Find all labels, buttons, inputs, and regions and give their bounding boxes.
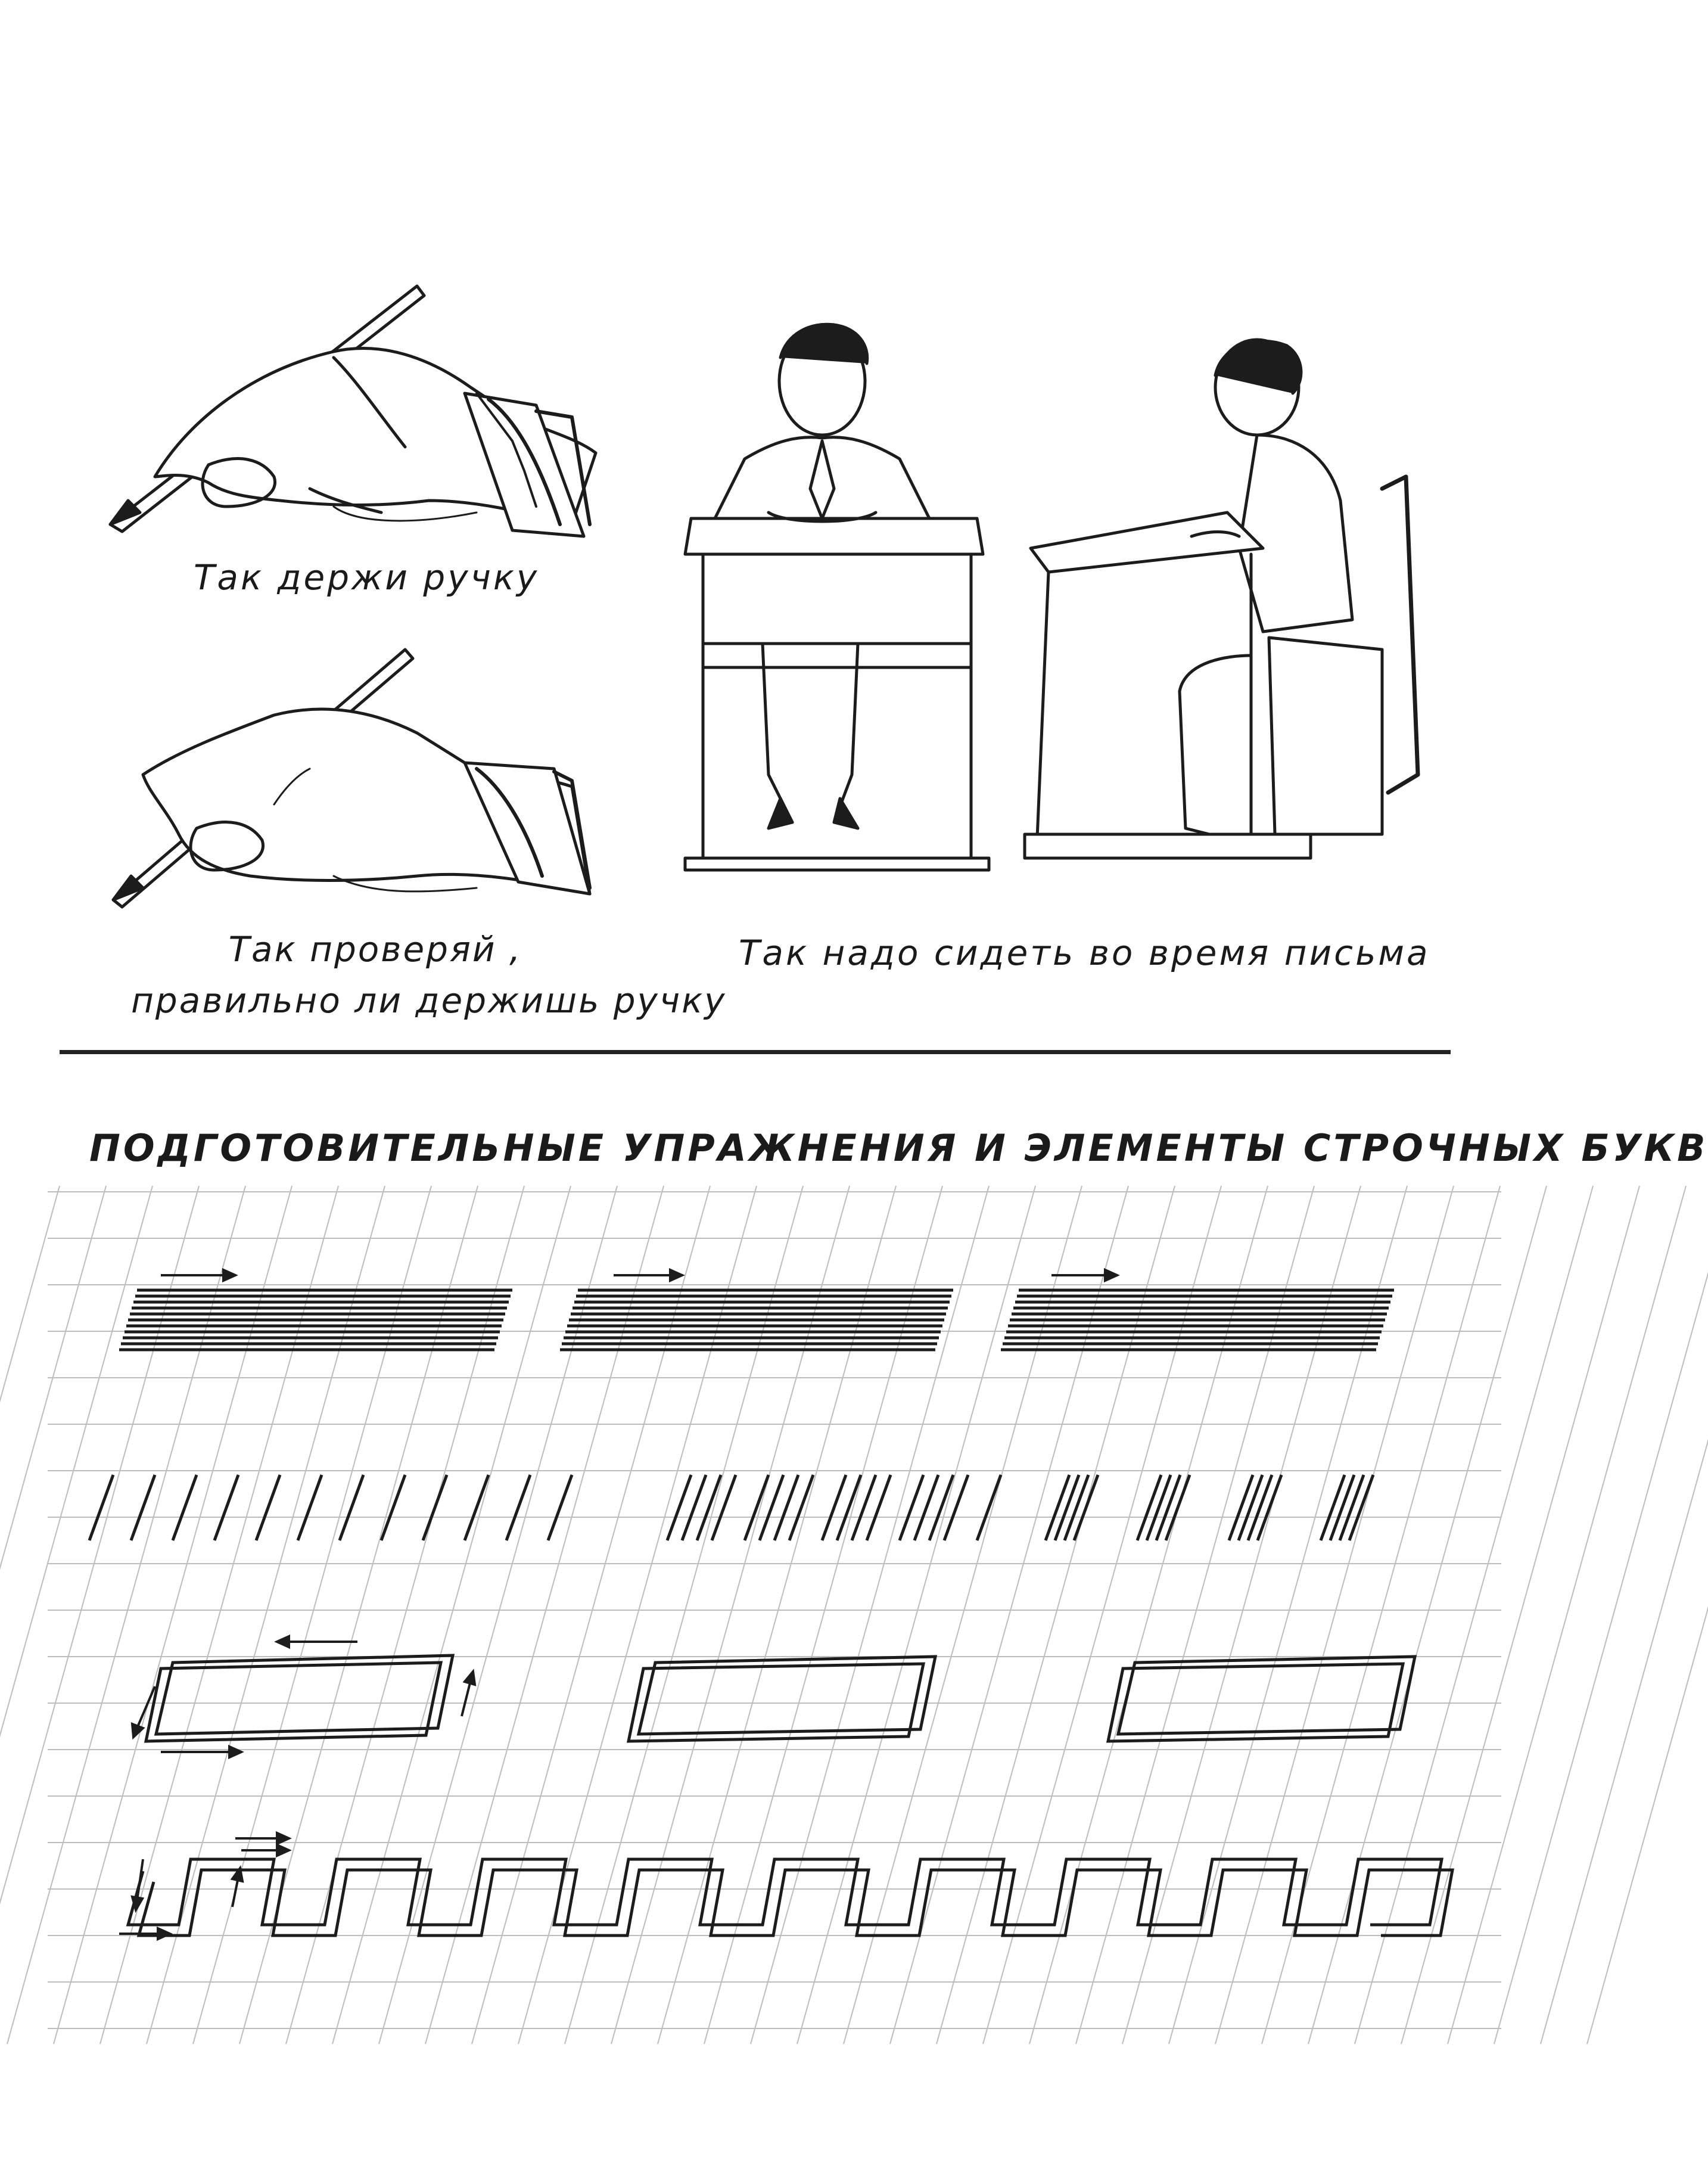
caption-check-pen-line1: Так проверяй , [228, 929, 522, 970]
exercise-parallelograms [146, 1655, 1415, 1741]
slanted-stroke [131, 1475, 155, 1540]
slanted-stroke [867, 1475, 891, 1540]
slanted-stroke [697, 1475, 721, 1540]
hand-holding-pen-illustration [110, 286, 596, 536]
slanted-stroke [256, 1475, 280, 1540]
grid-slant [1401, 1186, 1639, 2044]
slanted-stroke [789, 1475, 813, 1540]
slanted-stroke [745, 1475, 769, 1540]
grid-slant [1541, 1186, 1708, 2044]
grid-slant [1448, 1186, 1686, 2044]
slanted-stroke [214, 1475, 238, 1540]
grid-slant [0, 1186, 106, 2044]
boy-sitting-side-illustration [1025, 340, 1418, 858]
grid-slant [1355, 1186, 1593, 2044]
caption-check-pen [131, 924, 727, 1026]
slanted-stroke [852, 1475, 876, 1540]
slanted-stroke [381, 1475, 405, 1540]
slanted-stroke [682, 1475, 706, 1540]
exercises-heading: ПОДГОТОВИТЕЛЬНЫЕ УПРАЖНЕНИЯ И ЭЛЕМЕНТЫ СТРОЧНЫХ БУКВ [89, 1126, 1708, 1170]
slanted-stroke [929, 1475, 953, 1540]
exercise-horizontal-strokes [119, 1290, 1394, 1350]
slanted-stroke [837, 1475, 861, 1540]
slanted-stroke [173, 1475, 197, 1540]
slanted-stroke [423, 1475, 447, 1540]
caption-check-pen-line2: правильно ли держишь ручку [131, 980, 727, 1021]
slanted-stroke [774, 1475, 798, 1540]
grid-slant [0, 1186, 60, 2044]
exercise-slanted-strokes [89, 1475, 1373, 1540]
slanted-stroke [900, 1475, 923, 1540]
slanted-stroke [340, 1475, 363, 1540]
hand-checking-pen-illustration [113, 650, 590, 907]
caption-hold-pen: Так держи ручку [194, 557, 540, 598]
direction-arrows-row1 [161, 1270, 1117, 1281]
grid-slant [1587, 1186, 1708, 2044]
slanted-stroke [977, 1475, 1001, 1540]
slanted-stroke [914, 1475, 938, 1540]
grid-slant [1494, 1186, 1708, 2044]
boy-sitting-front-illustration [685, 324, 989, 870]
slanted-stroke [760, 1475, 783, 1540]
slanted-stroke [667, 1475, 691, 1540]
section-divider [60, 1050, 1451, 1054]
caption-sitting: Так надо сидеть во время письма [739, 933, 1430, 973]
slanted-stroke [712, 1475, 736, 1540]
slanted-stroke [944, 1475, 968, 1540]
slanted-stroke [822, 1475, 846, 1540]
slanted-stroke [506, 1475, 530, 1540]
slanted-stroke [465, 1475, 489, 1540]
